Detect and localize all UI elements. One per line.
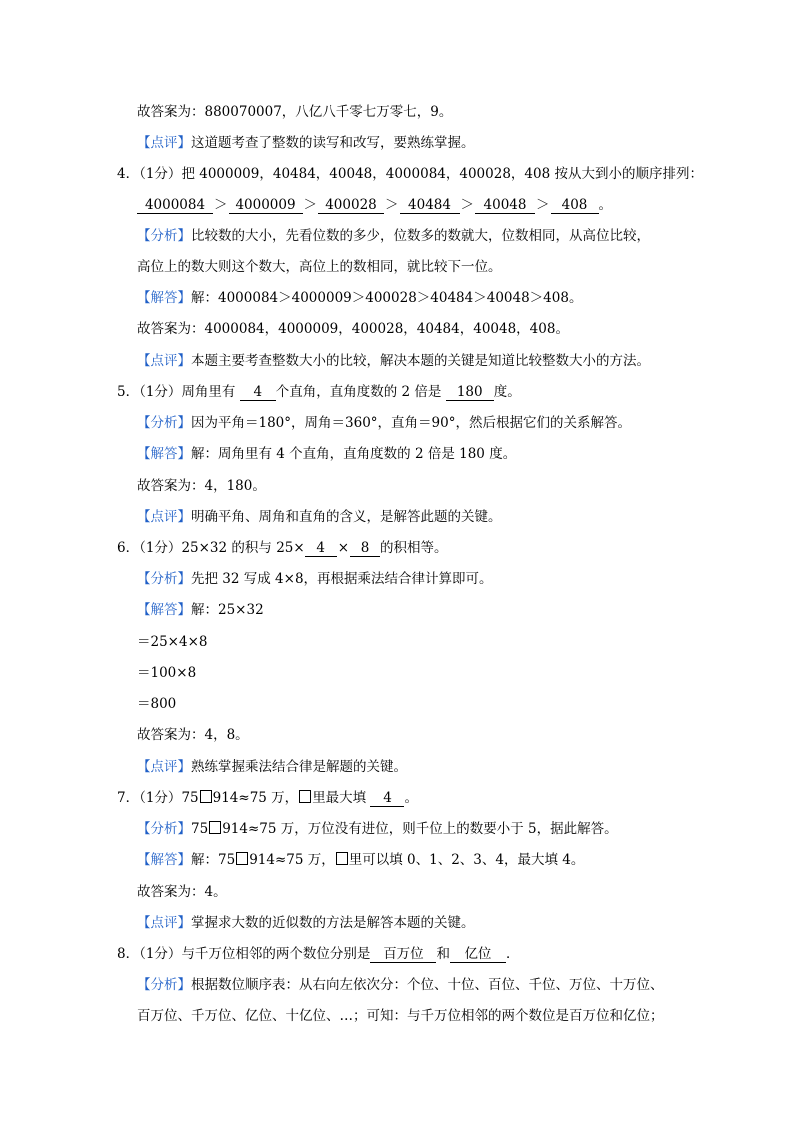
q5-solution-line — [137, 444, 516, 464]
answer-prefix: 故答案为： — [137, 478, 205, 494]
q3-comment: 这道题考查了整数的读写和改写，要熟练掌握。 — [191, 135, 475, 151]
q6-score: （1分） — [139, 540, 182, 556]
q7-answer-line — [137, 882, 227, 902]
analysis-tag: 【分析】 — [137, 415, 191, 431]
answer-blank: 亿位 — [450, 946, 506, 963]
q5-comment-line — [137, 507, 502, 527]
q5-comment: 明确平角、周角和直角的含义，是解答此题的关键。 — [191, 509, 502, 525]
q3-answer-line — [137, 102, 452, 122]
q7-solution-b: 914≈75 万， — [249, 852, 335, 868]
answer-blank: 400028 — [318, 197, 384, 214]
q6-step-1: ＝25×4×8 — [137, 634, 208, 650]
q8-stem-b: 和 — [436, 946, 450, 962]
empty-box-icon — [200, 790, 212, 803]
q7-comment: 掌握求大数的近似数的方法是解答本题的关键。 — [191, 915, 475, 931]
solution-lead: 解： — [191, 852, 218, 868]
q6-solution-line — [137, 600, 264, 620]
answer-blank: 4 — [305, 540, 337, 557]
q7-solution-line — [137, 850, 584, 870]
q4-comment-line — [137, 351, 650, 371]
q8-analysis-line-1 — [137, 975, 664, 995]
answer-blank: 40048 — [475, 197, 535, 214]
solution-tag: 【解答】 — [137, 446, 191, 462]
q7-score: （1分） — [139, 790, 182, 806]
solution-tag: 【解答】 — [137, 602, 191, 618]
q6-solution: 25×32 — [218, 602, 264, 618]
q6-comment-line — [137, 757, 407, 777]
q3-comment-line — [137, 133, 475, 153]
analysis-tag: 【分析】 — [137, 821, 191, 837]
q6-number: 6． — [117, 540, 140, 556]
q4-score: （1分） — [139, 166, 182, 182]
gt-sign: ＞ — [536, 197, 550, 213]
q3-answer: 880070007，八亿八千零七万零七，9。 — [204, 104, 453, 120]
q7-end: 。 — [404, 790, 418, 806]
q8-number: 8． — [117, 946, 140, 962]
answer-blank: 百万位 — [370, 946, 436, 963]
q5-solution: 周角里有 4 个直角，直角度数的 2 倍是 180 度。 — [218, 446, 517, 462]
q4-end: 。 — [598, 197, 612, 213]
q4-solution-line — [137, 288, 582, 308]
answer-blank: 40484 — [400, 197, 460, 214]
q6-step-2: ＝100×8 — [137, 665, 197, 681]
q5-stem-b: 个直角，直角度数的 2 倍是 — [275, 384, 442, 400]
answer-blank: 4 — [240, 384, 276, 401]
q5-analysis-line — [137, 413, 631, 433]
analysis-tag: 【分析】 — [137, 228, 191, 244]
gt-sign: ＞ — [460, 197, 474, 213]
q7-solution-c: 里可以填 0、1、2、3、4，最大填 4。 — [348, 852, 585, 868]
q7-stem-b: 914≈75 万， — [212, 790, 299, 806]
q4-comment: 本题主要考查整数大小的比较，解决本题的关键是知道比较整数大小的方法。 — [191, 353, 650, 369]
empty-box-icon — [209, 821, 221, 834]
solution-lead: 解： — [191, 290, 218, 306]
q5-answer: 4，180。 — [204, 478, 266, 494]
q4-analysis-1: 比较数的大小，先看位数的多少，位数多的数就大，位数相同，从高位比较， — [191, 228, 650, 244]
q4-analysis-2: 高位上的数大则这个数大，高位上的数相同，就比较下一位。 — [137, 259, 502, 275]
q7-analysis-b: 914≈75 万，万位没有进位，则千位上的数要小于 5，据此解答。 — [222, 821, 618, 837]
q4-stem: 把 4000009，40484，40048，4000084，400028，408 按从大到小的顺序排列： — [181, 166, 703, 182]
q4-stem-line — [117, 164, 703, 184]
comment-tag: 【点评】 — [137, 759, 191, 775]
q6-comment: 熟练掌握乘法结合律是解题的关键。 — [191, 759, 407, 775]
q5-answer-line — [137, 476, 266, 496]
q5-number: 5． — [117, 384, 140, 400]
q7-answer: 4。 — [204, 884, 227, 900]
q4-answer-line — [137, 319, 569, 339]
q6-analysis-line — [137, 569, 493, 589]
q4-answer: 4000084，4000009，400028，40484，40048，408。 — [204, 321, 569, 337]
solution-lead: 解： — [191, 446, 218, 462]
q8-analysis-line-2 — [137, 1006, 664, 1026]
gt-sign: ＞ — [385, 197, 399, 213]
q7-comment-line — [137, 913, 475, 933]
analysis-tag: 【分析】 — [137, 977, 191, 993]
analysis-tag: 【分析】 — [137, 571, 191, 587]
q4-analysis-line-1 — [137, 226, 650, 246]
q7-solution-a: 75 — [218, 852, 236, 868]
q4-solution: 4000084＞4000009＞400028＞40484＞40048＞408。 — [218, 290, 583, 306]
q7-stem-c: 里最大填 — [312, 790, 367, 806]
q8-stem-line — [117, 944, 519, 964]
comment-tag: 【点评】 — [137, 353, 191, 369]
comment-tag: 【点评】 — [137, 509, 191, 525]
q4-analysis-line-2 — [137, 257, 502, 277]
q8-analysis-2: 百万位、千万位、亿位、十亿位、…；可知：与千万位相邻的两个数位是百万位和亿位； — [137, 1008, 664, 1024]
empty-box-icon — [336, 852, 348, 865]
answer-blank: 408 — [551, 197, 599, 214]
answer-prefix: 故答案为： — [137, 884, 205, 900]
empty-box-icon — [299, 790, 311, 803]
q7-analysis-a: 75 — [191, 821, 209, 837]
comment-tag: 【点评】 — [137, 915, 191, 931]
q6-step-3: ＝800 — [137, 696, 177, 712]
q5-stem-a: 周角里有 — [181, 384, 236, 400]
q4-blanks-line — [137, 195, 612, 215]
answer-blank: 4 — [370, 790, 404, 807]
answer-blank: 4000009 — [229, 197, 303, 214]
q6-answer: 4，8。 — [204, 727, 249, 743]
q6-stem-line — [117, 538, 448, 558]
q5-stem-c: 度。 — [493, 384, 521, 400]
q8-stem-a: 与千万位相邻的两个数位分别是 — [181, 946, 371, 962]
solution-tag: 【解答】 — [137, 290, 191, 306]
q7-stem-a: 75 — [181, 790, 199, 806]
q4-number: 4． — [117, 166, 140, 182]
answer-prefix: 故答案为： — [137, 727, 205, 743]
gt-sign: ＞ — [214, 197, 228, 213]
q6-stem-a: 25×32 的积与 25× — [181, 540, 305, 556]
q6-answer-line — [137, 725, 249, 745]
q7-stem-line — [117, 788, 418, 808]
q6-analysis: 先把 32 写成 4×8，再根据乘法结合律计算即可。 — [191, 571, 493, 587]
q5-analysis: 因为平角＝180°，周角＝360°，直角＝90°，然后根据它们的关系解答。 — [191, 415, 631, 431]
answer-prefix: 故答案为： — [137, 104, 205, 120]
q8-analysis-1: 根据数位顺序表：从右向左依次分：个位、十位、百位、千位、万位、十万位、 — [191, 977, 664, 993]
comment-tag: 【点评】 — [137, 135, 191, 151]
solution-lead: 解： — [191, 602, 218, 618]
answer-blank: 180 — [446, 384, 494, 401]
q5-stem-line — [117, 382, 521, 402]
answer-blank: 4000084 — [137, 197, 213, 214]
empty-box-icon — [236, 852, 248, 865]
gt-sign: ＞ — [303, 197, 317, 213]
q6-stem-b: 的积相等。 — [380, 540, 448, 556]
solution-tag: 【解答】 — [137, 852, 191, 868]
q8-score: （1分） — [139, 946, 182, 962]
answer-blank: 8 — [350, 540, 380, 557]
answer-prefix: 故答案为： — [137, 321, 205, 337]
times-sign: × — [337, 540, 349, 556]
q7-number: 7． — [117, 790, 140, 806]
q7-analysis-line — [137, 819, 618, 839]
q5-score: （1分） — [139, 384, 182, 400]
q8-end: ． — [505, 946, 520, 962]
